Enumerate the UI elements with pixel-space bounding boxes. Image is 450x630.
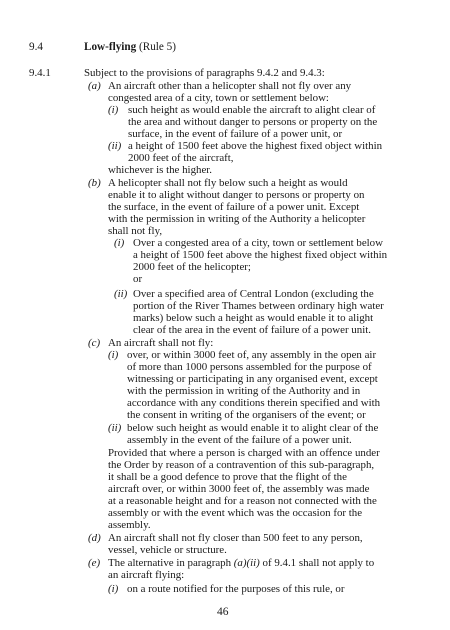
subclause-marker-i: (i) bbox=[108, 583, 119, 595]
text-line: it shall be a good defence to prove that the flight of the bbox=[108, 471, 347, 483]
section-heading bbox=[84, 41, 176, 53]
text-line: 2000 feet of the aircraft, bbox=[128, 152, 234, 164]
text-line: An aircraft shall not fly: bbox=[108, 337, 214, 349]
text-line: vessel, vehicle or structure. bbox=[108, 544, 227, 556]
text-line: surface, in the event of failure of a power unit, or bbox=[128, 128, 343, 140]
text-line: Over a specified area of Central London (excluding the bbox=[133, 288, 374, 300]
clause-marker-a: (a) bbox=[88, 80, 101, 92]
subclause-marker-ii: (ii) bbox=[114, 288, 128, 300]
text-line: congested area of a city, town or settlement below: bbox=[108, 92, 329, 104]
text-line: assembly in the event of the failure of a power unit. bbox=[127, 434, 352, 446]
section-rule: (Rule 5) bbox=[139, 41, 176, 53]
text-line: at a reasonable height and for a reason not connected with the bbox=[108, 495, 377, 507]
text-line: An aircraft shall not fly closer than 500 feet to any person, bbox=[108, 532, 363, 544]
cross-reference: (a)(ii) bbox=[233, 557, 260, 569]
text-line: clear of the area in the event of failure of a power unit. bbox=[133, 324, 371, 336]
text-line: with the permission in writing of the Authority a helicopter bbox=[108, 213, 366, 225]
clause-marker-e: (e) bbox=[88, 557, 101, 569]
page-number: 46 bbox=[217, 606, 229, 618]
text-line: assembly. bbox=[108, 519, 151, 531]
text-line: on a route notified for the purposes of this rule, or bbox=[127, 583, 345, 595]
text-line: 2000 feet of the helicopter; bbox=[133, 261, 251, 273]
section-title: Low-flying bbox=[84, 41, 137, 53]
text-line: witnessing or participating in any organised event, except bbox=[127, 373, 378, 385]
text-line: Subject to the provisions of paragraphs 9.4.2 and 9.4.3: bbox=[84, 67, 325, 79]
text-line: The alternative in paragraph (a)(ii) of 9.4.1 shall not apply to bbox=[108, 557, 375, 569]
clause-marker-b: (b) bbox=[88, 177, 101, 189]
text-line: a height of 1500 feet above the highest fixed object within bbox=[133, 249, 388, 261]
text-line: or bbox=[133, 273, 143, 285]
text-line: below such height as would enable it to alight clear of the bbox=[127, 422, 379, 434]
text-line: over, or within 3000 feet of, any assembly in the open air bbox=[127, 349, 377, 361]
text-line: a height of 1500 feet above the highest fixed object within bbox=[128, 140, 383, 152]
text-line: An aircraft other than a helicopter shall not fly over any bbox=[108, 80, 352, 92]
text-line: an aircraft flying: bbox=[108, 569, 185, 581]
text-line: aircraft over, or within 3000 feet of, the assembly was made bbox=[108, 483, 370, 495]
subclause-marker-i: (i) bbox=[108, 104, 119, 116]
subclause-marker-i: (i) bbox=[114, 237, 125, 249]
text-line: the consent in writing of the organisers of the event; or bbox=[127, 409, 366, 421]
text-line: shall not fly, bbox=[108, 225, 163, 237]
subclause-marker-ii: (ii) bbox=[108, 140, 122, 152]
text-line: such height as would enable the aircraft to alight clear of bbox=[128, 104, 376, 116]
section-number: 9.4 bbox=[29, 41, 43, 53]
text-line: enable it to alight without danger to persons or property on bbox=[108, 189, 365, 201]
clause-marker-c: (c) bbox=[88, 337, 101, 349]
subclause-marker-ii: (ii) bbox=[108, 422, 122, 434]
text-line: assembly or with the event which was the occasion for the bbox=[108, 507, 363, 519]
subclause-marker-i: (i) bbox=[108, 349, 119, 361]
text-line: the Order by reason of a contravention of this sub-paragraph, bbox=[108, 459, 375, 471]
text-line: whichever is the higher. bbox=[108, 164, 213, 176]
text-line: marks) below such a height as would enable it to alight bbox=[133, 312, 374, 324]
text-line: with the permission in writing of the Authority and in bbox=[127, 385, 361, 397]
text-line: the surface, in the event of failure of a power unit. Except bbox=[108, 201, 360, 213]
paragraph-number: 9.4.1 bbox=[29, 67, 51, 79]
text-line: portion of the River Thames between ordinary high water bbox=[133, 300, 384, 312]
text-line: Over a congested area of a city, town or settlement below bbox=[133, 237, 383, 249]
text-line: Provided that where a person is charged with an offence under bbox=[108, 447, 380, 459]
text-line: of more than 1000 persons assembled for the purpose of bbox=[127, 361, 372, 373]
clause-marker-d: (d) bbox=[88, 532, 101, 544]
text-line: the area and without danger to persons or property on the bbox=[128, 116, 378, 128]
text-line: A helicopter shall not fly below such a height as would bbox=[108, 177, 348, 189]
text-line: accordance with any conditions therein specified and with bbox=[127, 397, 381, 409]
